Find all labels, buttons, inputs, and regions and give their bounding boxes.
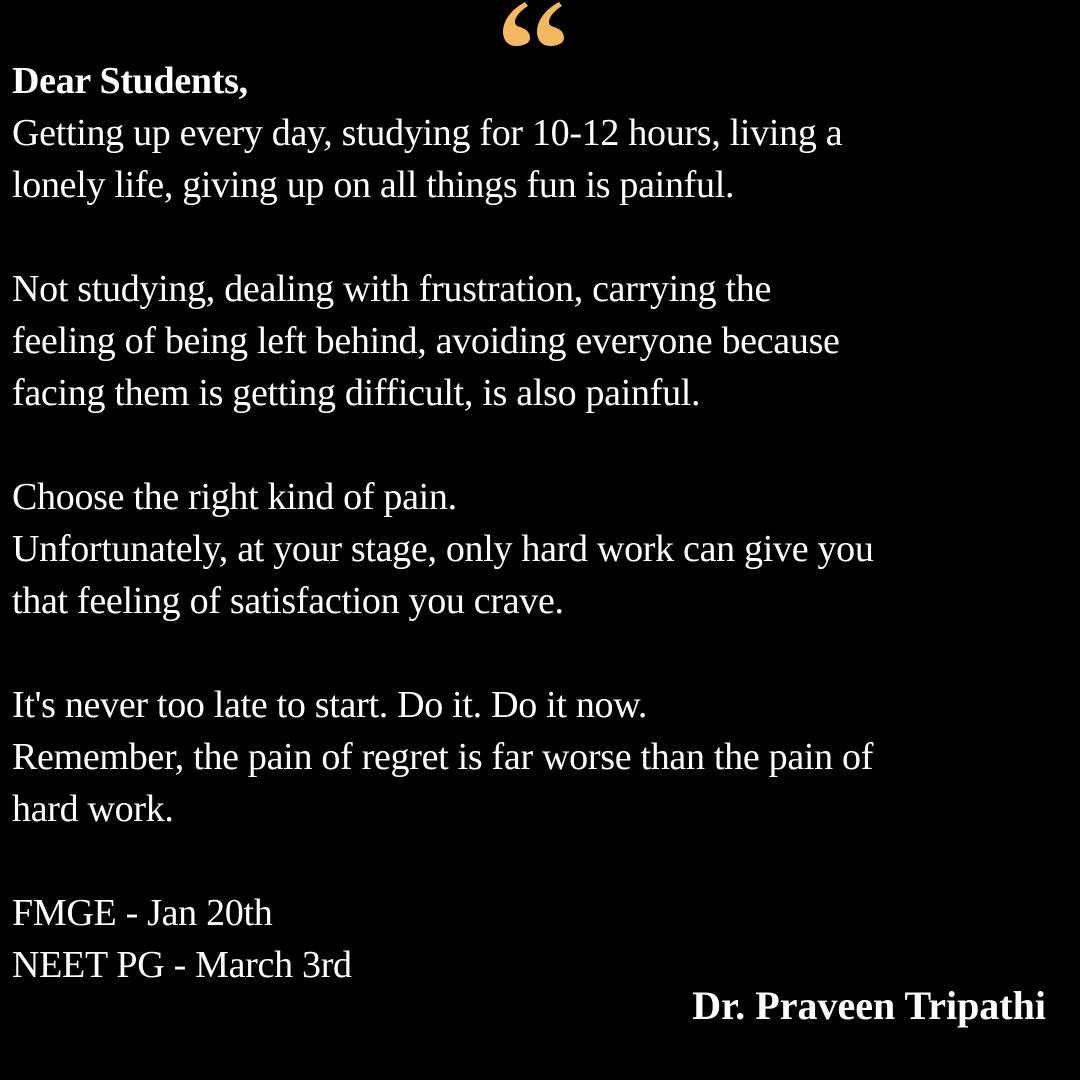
letter-body xyxy=(12,55,1072,991)
paragraph-line: lonely life, giving up on all things fun is painful. xyxy=(12,164,735,206)
paragraph-line: Remember, the pain of regret is far worse than the pain of xyxy=(12,736,874,778)
paragraph-line: facing them is getting difficult, is also painful. xyxy=(12,372,701,414)
open-quote-icon xyxy=(503,0,565,46)
paragraph-line: Choose the right kind of pain. xyxy=(12,476,457,518)
exam-date-fmge: FMGE - Jan 20th xyxy=(12,892,273,934)
paragraph-line: Getting up every day, studying for 10-12 hours, living a xyxy=(12,112,843,154)
paragraph-line: Unfortunately, at your stage, only hard work can give you xyxy=(12,528,874,570)
paragraph-1 xyxy=(12,107,1072,211)
paragraph-3 xyxy=(12,471,1072,627)
signature: Dr. Praveen Tripathi xyxy=(692,983,1046,1028)
paragraph-4 xyxy=(12,679,1072,835)
paragraph-2 xyxy=(12,263,1072,419)
paragraph-line: It's never too late to start. Do it. Do it now. xyxy=(12,684,648,726)
exam-dates xyxy=(12,887,1072,991)
paragraph-line: that feeling of satisfaction you crave. xyxy=(12,580,564,622)
greeting: Dear Students, xyxy=(12,60,248,102)
paragraph-line: Not studying, dealing with frustration, carrying the xyxy=(12,268,772,310)
exam-date-neet-pg: NEET PG - March 3rd xyxy=(12,944,352,986)
paragraph-line: hard work. xyxy=(12,788,174,830)
paragraph-line: feeling of being left behind, avoiding everyone because xyxy=(12,320,840,362)
